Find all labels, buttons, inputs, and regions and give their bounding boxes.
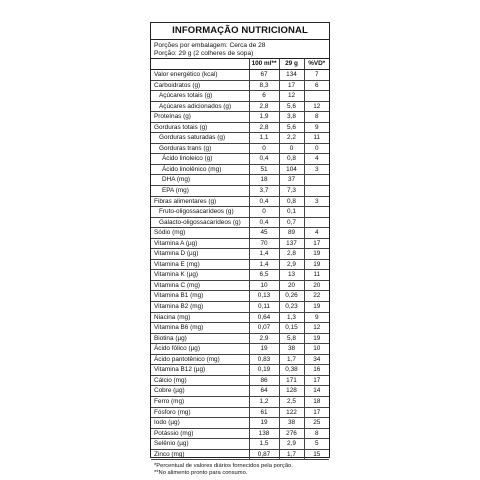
nutrient-label: Carboidratos (g) [151,80,249,91]
value-per-portion: 0,26 [279,291,304,302]
nutrient-label: Açúcares adicionados (g) [151,101,249,112]
nutrient-label: Selênio (µg) [151,439,249,450]
table-row [151,270,329,281]
value-per-100ml: 0,4 [249,154,279,165]
nutrient-label: Vitamina B1 (mg) [151,291,249,302]
value-per-portion: 0 [279,143,304,154]
value-per-100ml: 67 [249,70,279,81]
value-daily-percent [304,186,329,197]
nutrient-label: Valor energético (kcal) [151,70,249,81]
value-per-portion: 134 [279,70,304,81]
table-row [151,302,329,313]
header-nutrient [151,59,249,70]
nutrient-label: Ácido fólico (µg) [151,344,249,355]
value-daily-percent: 5 [304,439,329,450]
table-row [151,375,329,386]
value-daily-percent: 34 [304,354,329,365]
header-per-100ml: 100 ml** [249,59,279,70]
table-row [151,154,329,165]
value-per-portion: 276 [279,428,304,439]
value-per-100ml: 10 [249,280,279,291]
table-row [151,407,329,418]
header-per-portion: 29 g [279,59,304,70]
table-row [151,396,329,407]
value-per-portion: 2,2 [279,133,304,144]
table-row [151,291,329,302]
value-per-100ml: 0,13 [249,291,279,302]
value-per-100ml: 1,4 [249,249,279,260]
footnote-ready-to-consume: **No alimento pronto para consumo. [154,470,248,477]
value-per-portion: 37 [279,175,304,186]
nutrient-label: DHA (mg) [151,175,249,186]
table-row [151,365,329,376]
table-row [151,354,329,365]
value-per-portion: 2,8 [279,249,304,260]
value-per-portion: 1,7 [279,354,304,365]
nutrient-label: Potássio (mg) [151,428,249,439]
serving-size: Porção: 29 g (2 colheres de sopa) [154,50,254,57]
value-per-portion: 137 [279,238,304,249]
value-per-100ml: 6,5 [249,270,279,281]
servings-per-package: Porções por embalagem: Cerca de 28 [154,42,266,49]
value-daily-percent: 7 [304,70,329,81]
value-daily-percent: 9 [304,122,329,133]
nutrition-facts-panel [150,22,330,477]
value-per-100ml: 0,64 [249,312,279,323]
value-daily-percent: 12 [304,101,329,112]
value-per-portion: 0,7 [279,217,304,228]
value-daily-percent [304,207,329,218]
nutrient-label: Vitamina B2 (mg) [151,302,249,313]
footnotes [151,460,329,477]
value-daily-percent: 19 [304,302,329,313]
value-daily-percent: 9 [304,312,329,323]
value-per-portion: 5,6 [279,101,304,112]
nutrient-label: Açúcares totais (g) [151,91,249,102]
value-per-100ml: 2,9 [249,333,279,344]
table-row [151,133,329,144]
serving-info [151,40,329,59]
value-daily-percent: 16 [304,365,329,376]
nutrient-label: Ferro (mg) [151,396,249,407]
table-row [151,143,329,154]
value-daily-percent: 17 [304,375,329,386]
value-per-portion: 0,8 [279,196,304,207]
table-row [151,323,329,334]
value-per-100ml: 51 [249,164,279,175]
value-daily-percent: 4 [304,154,329,165]
table-row [151,439,329,450]
value-per-100ml: 19 [249,418,279,429]
value-daily-percent: 19 [304,259,329,270]
value-per-100ml: 0,87 [249,449,279,460]
nutrient-label: Vitamina K (µg) [151,270,249,281]
value-daily-percent: 8 [304,428,329,439]
value-daily-percent: 17 [304,238,329,249]
value-daily-percent: 3 [304,196,329,207]
value-per-100ml: 138 [249,428,279,439]
value-per-portion: 0,8 [279,154,304,165]
header-daily-value: %VD* [304,59,329,70]
table-header-row [151,59,329,70]
nutrient-label: Iodo (µg) [151,418,249,429]
value-daily-percent: 19 [304,333,329,344]
nutrient-label: Fibras alimentares (g) [151,196,249,207]
table-row [151,217,329,228]
value-daily-percent: 17 [304,407,329,418]
table-row [151,164,329,175]
value-per-100ml: 0,19 [249,365,279,376]
value-per-100ml: 19 [249,344,279,355]
value-per-100ml: 1,2 [249,396,279,407]
value-daily-percent: 18 [304,396,329,407]
value-daily-percent: 15 [304,449,329,460]
table-row [151,344,329,355]
table-row [151,207,329,218]
value-daily-percent [304,91,329,102]
value-per-100ml: 2,8 [249,122,279,133]
nutrient-label: EPA (mg) [151,186,249,197]
nutrient-label: Proteínas (g) [151,112,249,123]
value-per-portion: 12 [279,91,304,102]
value-per-portion: 104 [279,164,304,175]
table-row [151,175,329,186]
table-row [151,312,329,323]
table-row [151,418,329,429]
table-row [151,70,329,81]
value-daily-percent: 12 [304,323,329,334]
value-per-portion: 128 [279,386,304,397]
nutrient-label: Ácido pantotênico (mg) [151,354,249,365]
value-per-100ml: 1,9 [249,112,279,123]
table-row [151,80,329,91]
table-row [151,449,329,460]
table-row [151,428,329,439]
nutrient-label: Gorduras totais (g) [151,122,249,133]
value-per-portion: 89 [279,228,304,239]
nutrient-label: Zinco (mg) [151,449,249,460]
value-per-portion: 1,3 [279,312,304,323]
nutrient-label: Vitamina C (mg) [151,280,249,291]
value-per-portion: 0,38 [279,365,304,376]
nutrient-label: Gorduras saturadas (g) [151,133,249,144]
value-per-100ml: 1,5 [249,439,279,450]
footnote-daily-value: *Percentual de valores diários fornecidos pela porção. [154,463,293,470]
value-per-portion: 2,5 [279,396,304,407]
nutrient-label: Biotina (µg) [151,333,249,344]
value-per-portion: 1,7 [279,449,304,460]
nutrient-label: Vitamina B12 (µg) [151,365,249,376]
value-per-portion: 38 [279,418,304,429]
nutrient-label: Fósforo (mg) [151,407,249,418]
nutrient-label: Ácido linolênico (mg) [151,164,249,175]
value-per-100ml: 0 [249,143,279,154]
value-daily-percent: 22 [304,291,329,302]
value-per-portion: 13 [279,270,304,281]
nutrient-label: Sódio (mg) [151,228,249,239]
nutrient-label: Fruto-oligossacarídeos (g) [151,207,249,218]
value-per-100ml: 64 [249,386,279,397]
table-row [151,91,329,102]
value-per-portion: 20 [279,280,304,291]
nutrient-label: Vitamina D (µg) [151,249,249,260]
value-daily-percent: 4 [304,228,329,239]
value-daily-percent [304,217,329,228]
nutrient-label: Ácido linoleico (g) [151,154,249,165]
value-daily-percent [304,175,329,186]
value-per-portion: 3,8 [279,112,304,123]
value-per-portion: 2,9 [279,259,304,270]
value-per-portion: 0,23 [279,302,304,313]
nutrient-label: Vitamina A (µg) [151,238,249,249]
value-daily-percent: 14 [304,386,329,397]
value-daily-percent: 19 [304,249,329,260]
value-daily-percent: 6 [304,80,329,91]
table-row [151,280,329,291]
value-per-portion: 38 [279,344,304,355]
value-daily-percent: 25 [304,418,329,429]
value-per-portion: 2,9 [279,439,304,450]
value-per-portion: 17 [279,80,304,91]
value-per-100ml: 45 [249,228,279,239]
nutrient-label: Cálcio (mg) [151,375,249,386]
nutrient-label: Niacina (mg) [151,312,249,323]
value-daily-percent: 8 [304,112,329,123]
table-row [151,196,329,207]
value-per-100ml: 3,7 [249,186,279,197]
nutrient-label: Cobre (µg) [151,386,249,397]
value-per-portion: 122 [279,407,304,418]
nutrient-label: Gorduras trans (g) [151,143,249,154]
value-per-100ml: 0,4 [249,217,279,228]
nutrient-label: Vitamina B6 (mg) [151,323,249,334]
value-per-portion: 171 [279,375,304,386]
value-per-100ml: 18 [249,175,279,186]
nutrient-label: Vitamina E (mg) [151,259,249,270]
table-row [151,186,329,197]
table-row [151,333,329,344]
table-row [151,122,329,133]
table-row [151,112,329,123]
value-daily-percent: 0 [304,143,329,154]
value-per-100ml: 61 [249,407,279,418]
value-daily-percent: 10 [304,344,329,355]
table-row [151,101,329,112]
value-daily-percent: 11 [304,133,329,144]
table-row [151,238,329,249]
value-per-portion: 0,15 [279,323,304,334]
value-per-portion: 5,8 [279,333,304,344]
value-per-portion: 7,3 [279,186,304,197]
value-per-100ml: 0,07 [249,323,279,334]
value-per-100ml: 6 [249,91,279,102]
value-per-100ml: 2,8 [249,101,279,112]
value-per-100ml: 0,83 [249,354,279,365]
value-per-100ml: 1,4 [249,259,279,270]
table-row [151,249,329,260]
value-per-100ml: 70 [249,238,279,249]
value-per-100ml: 0,11 [249,302,279,313]
value-per-100ml: 86 [249,375,279,386]
table-row [151,259,329,270]
value-per-100ml: 0 [249,207,279,218]
nutrient-label: Galacto-oligossacarídeos (g) [151,217,249,228]
nutrition-table [151,59,329,460]
value-per-portion: 5,6 [279,122,304,133]
value-per-portion: 0,1 [279,207,304,218]
value-daily-percent: 20 [304,280,329,291]
table-row [151,386,329,397]
nutrition-title: INFORMAÇÃO NUTRICIONAL [151,23,329,40]
value-per-100ml: 1,1 [249,133,279,144]
table-row [151,228,329,239]
value-per-100ml: 8,3 [249,80,279,91]
value-daily-percent: 11 [304,270,329,281]
value-daily-percent: 3 [304,164,329,175]
value-per-100ml: 0,4 [249,196,279,207]
